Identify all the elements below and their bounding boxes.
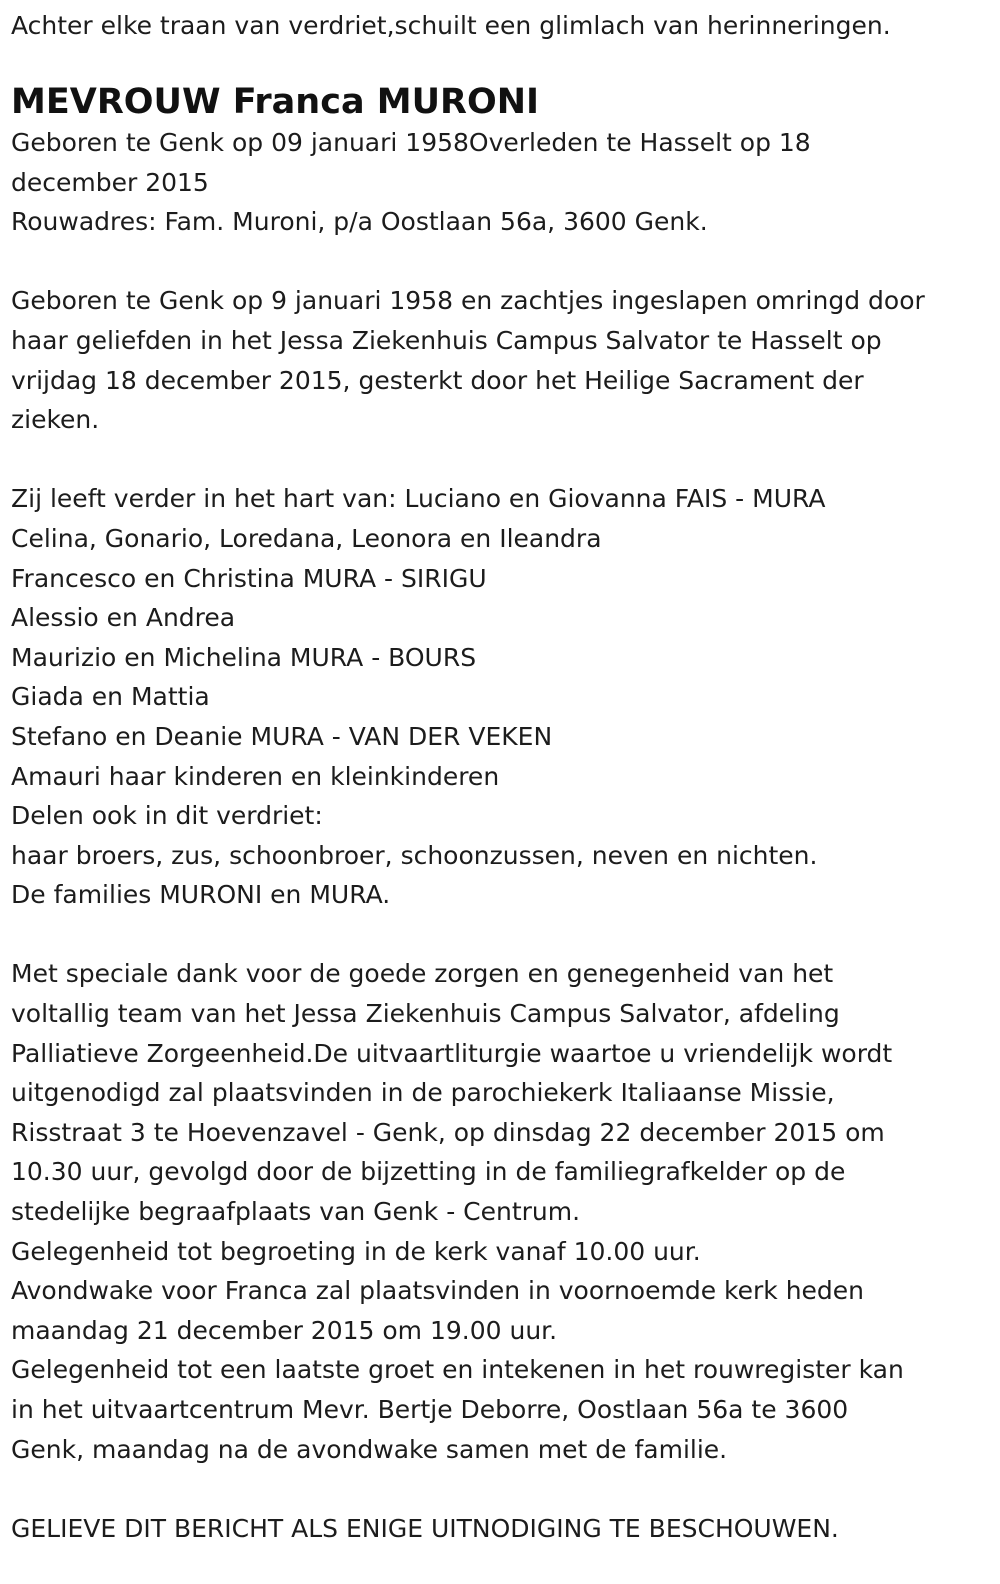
family-line: Stefano en Deanie MURA - VAN DER VEKEN	[11, 721, 553, 751]
paragraph-line: zieken.	[11, 405, 100, 435]
info-line: Palliatieve Zorgeenheid.De uitvaartliturgie waartoe u vriendelijk wordt	[11, 1038, 893, 1068]
info-line: Gelegenheid tot begroeting in de kerk vanaf 10.00 uur.	[11, 1236, 701, 1266]
info-line: Met speciale dank voor de goede zorgen en genegenheid van het	[11, 959, 834, 989]
family-line: Amauri haar kinderen en kleinkinderen	[11, 761, 500, 791]
family-line: Celina, Gonario, Loredana, Leonora en Ileandra	[11, 523, 602, 553]
family-line: Alessio en Andrea	[11, 603, 236, 633]
info-line: stedelijke begraafplaats van Genk - Centrum.	[11, 1197, 581, 1227]
paragraph-line: haar geliefden in het Jessa Ziekenhuis Campus Salvator te Hasselt op	[11, 325, 882, 355]
birth-paragraph	[11, 281, 982, 439]
family-line: Giada en Mattia	[11, 682, 210, 712]
birth-death-details	[11, 123, 982, 242]
family-line: Francesco en Christina MURA - SIRIGU	[11, 563, 487, 593]
closing-notice	[11, 1509, 982, 1549]
family-line: haar broers, zus, schoonbroer, schoonzussen, neven en nichten.	[11, 840, 818, 870]
paragraph-line: Geboren te Genk op 9 januari 1958 en zachtjes ingeslapen omringd door	[11, 286, 925, 316]
info-line: Risstraat 3 te Hoevenzavel - Genk, op dinsdag 22 december 2015 om	[11, 1117, 885, 1147]
info-line: maandag 21 december 2015 om 19.00 uur.	[11, 1315, 558, 1345]
family-line: De families MURONI en MURA.	[11, 880, 391, 910]
spacer	[11, 440, 982, 480]
info-line: voltallig team van het Jessa Ziekenhuis Campus Salvator, afdeling	[11, 999, 840, 1029]
spacer	[11, 915, 982, 955]
info-line: Gelegenheid tot een laatste groet en intekenen in het rouwregister kan	[11, 1355, 904, 1385]
family-list	[11, 479, 982, 915]
info-line: 10.30 uur, gevolgd door de bijzetting in de familiegrafkelder op de	[11, 1157, 846, 1187]
spacer	[11, 1469, 982, 1509]
details-line: Geboren te Genk op 09 januari 1958Overleden te Hasselt op 18	[11, 128, 811, 157]
mourning-address: Rouwadres: Fam. Muroni, p/a Oostlaan 56a, 3600 Genk.	[11, 207, 708, 237]
spacer	[11, 242, 982, 282]
thanks-and-funeral-info	[11, 954, 982, 1469]
info-line: Genk, maandag na de avondwake samen met de familie.	[11, 1434, 728, 1464]
paragraph-line: vrijdag 18 december 2015, gesterkt door het Heilige Sacrament der	[11, 365, 864, 395]
info-line: Avondwake voor Franca zal plaatsvinden in voornoemde kerk heden	[11, 1276, 865, 1306]
family-line: Zij leeft verder in het hart van: Luciano en Giovanna FAIS - MURA	[11, 484, 826, 514]
family-line: Delen ook in dit verdriet:	[11, 801, 323, 831]
family-line: Maurizio en Michelina MURA - BOURS	[11, 642, 477, 672]
info-line: in het uitvaartcentrum Mevr. Bertje Deborre, Oostlaan 56a te 3600	[11, 1395, 849, 1424]
details-line: december 2015	[11, 167, 209, 197]
info-line: uitgenodigd zal plaatsvinden in de parochiekerk Italiaanse Missie,	[11, 1078, 835, 1108]
deceased-name-heading: MEVROUW Franca MURONI	[11, 82, 540, 122]
memorial-quote: Achter elke traan van verdriet,schuilt een glimlach van herinneringen.	[11, 11, 891, 40]
closing-line: GELIEVE DIT BERICHT ALS ENIGE UITNODIGING TE BESCHOUWEN.	[11, 1513, 839, 1543]
